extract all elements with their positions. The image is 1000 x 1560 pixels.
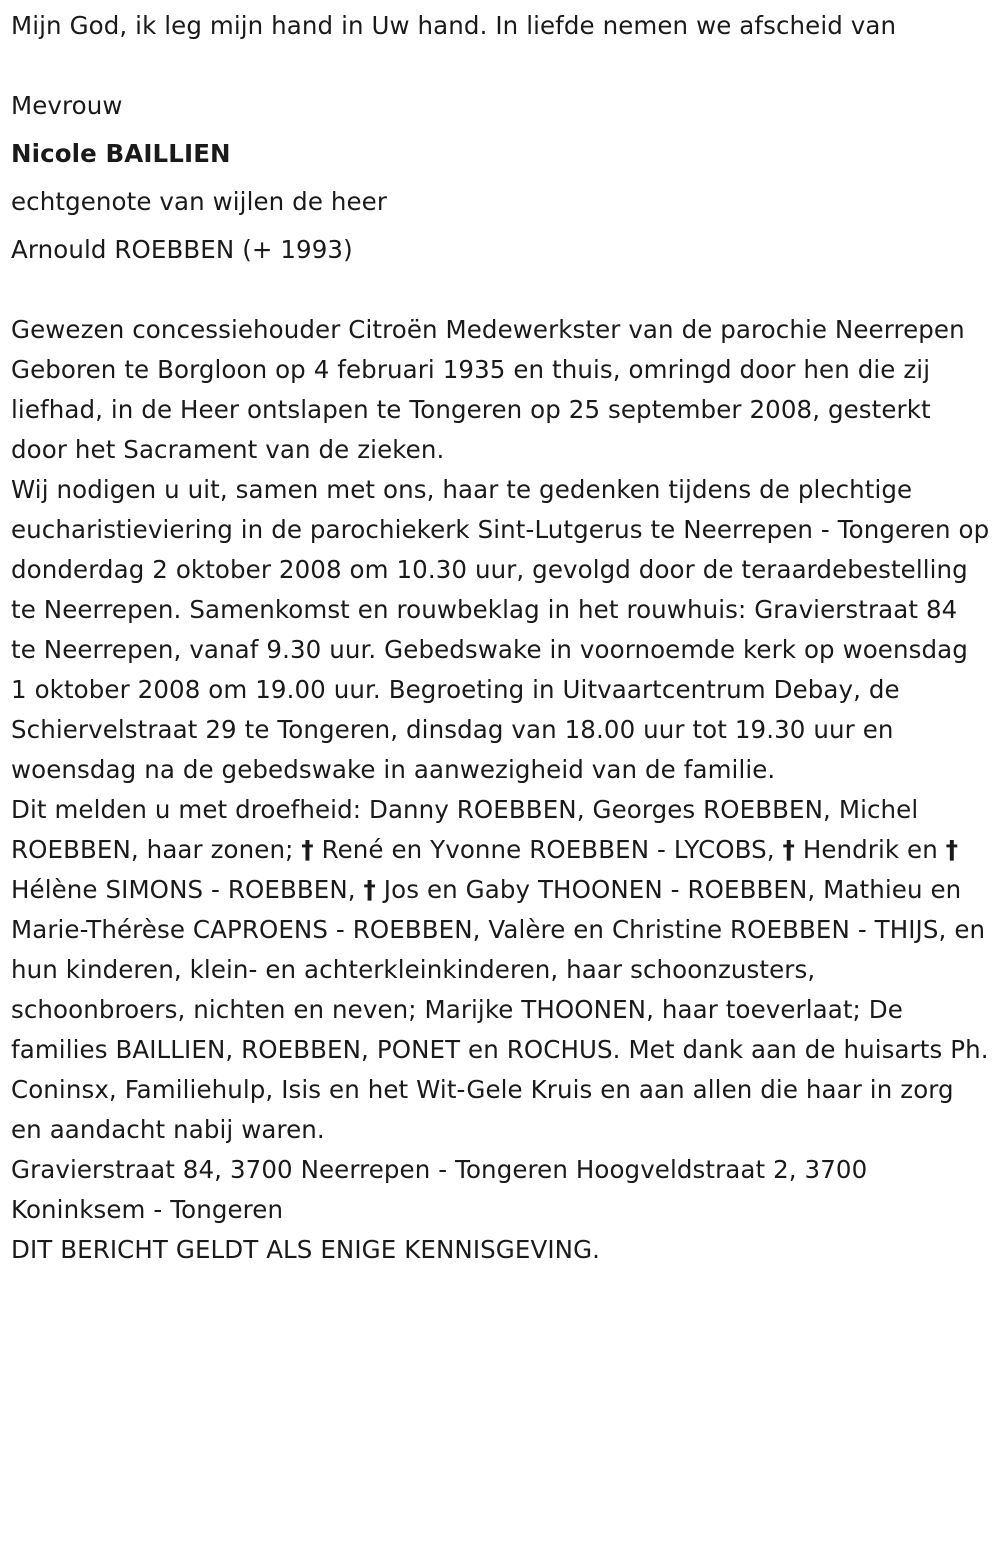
deceased-name: Nicole BAILLIEN <box>11 139 231 168</box>
ceremony-text: Wij nodigen u uit, samen met ons, haar te gedenken tijdens de plechtige eucharistieviering in de parochiekerk Sint-Lutgerus te Neerrepen - Tongeren op donderdag 2 oktober 2008 om 10.30 uur, gevolgd door de teraardebestelling te Neerrepen. Samenkomst en rouwbeklag in het rouwhuis: Gravierstraat 84 te Neerrepen, vanaf 9.30 uur. Gebedswake in voornoemde kerk op woensdag 1 oktober 2008 om 19.00 uur. Begroeting in Uitvaartcentrum Debay, de Schiervelstraat 29 te Tongeren, dinsdag van 18.00 uur tot 19.30 uur en woensdag na de gebedswake in aanwezigheid van de familie. <box>11 475 990 784</box>
notice-text: DIT BERICHT GELDT ALS ENIGE KENNISGEVING. <box>11 1235 601 1264</box>
family-text-part: Jos en Gaby THOONEN - ROEBBEN, Mathieu en Marie-Thérèse CAPROENS - ROEBBEN, Valère en Christine ROEBBEN - THIJS, en hun kinderen, klein- en achterkleinkinderen, haar schoonzusters, schoonbroers, nichten en neven; Marijke THOONEN, haar toeverlaat; De families BAILLIEN, ROEBBEN, PONET en ROCHUS. Met dank aan de huisarts Ph. Coninsx, Familiehulp, Isis en het Wit-Gele Kruis en aan allen die haar in zorg en aandacht nabij waren. <box>11 875 989 1144</box>
cross-icon: † <box>945 835 959 864</box>
relation-text: echtgenote van wijlen de heer <box>11 187 388 216</box>
family-text-part: Hélène SIMONS - ROEBBEN, <box>11 875 364 904</box>
cross-icon: † <box>301 835 314 864</box>
family-announcement <box>11 790 990 1150</box>
addresses-text: Gravierstraat 84, 3700 Neerrepen - Tongeren Hoogveldstraat 2, 3700 Koninksem - Tongeren <box>11 1155 868 1224</box>
intro-text: Mijn God, ik leg mijn hand in Uw hand. In liefde nemen we afscheid van <box>11 11 897 40</box>
family-text-part: Hendrik en <box>794 835 946 864</box>
birth-death-text: Geboren te Borgloon op 4 februari 1935 en thuis, omringd door hen die zij liefhad, in de Heer ontslapen te Tongeren op 25 september 2008, gesterkt door het Sacrament van de zieken. <box>11 355 931 464</box>
family-text-part: René en Yvonne ROEBBEN - LYCOBS, <box>313 835 783 864</box>
spouse-name: Arnould ROEBBEN (+ 1993) <box>11 235 353 264</box>
cross-icon: † <box>363 875 376 904</box>
deceased-title: Mevrouw <box>11 91 123 120</box>
deceased-block <box>11 82 990 274</box>
family-text-part: Dit melden u met droefheid: Danny ROEBBEN, Georges ROEBBEN, Michel ROEBBEN, haar zonen; <box>11 795 919 864</box>
cross-icon: † <box>782 835 795 864</box>
occupation-text: Gewezen concessiehouder Citroën Medewerkster van de parochie Neerrepen <box>11 315 965 344</box>
